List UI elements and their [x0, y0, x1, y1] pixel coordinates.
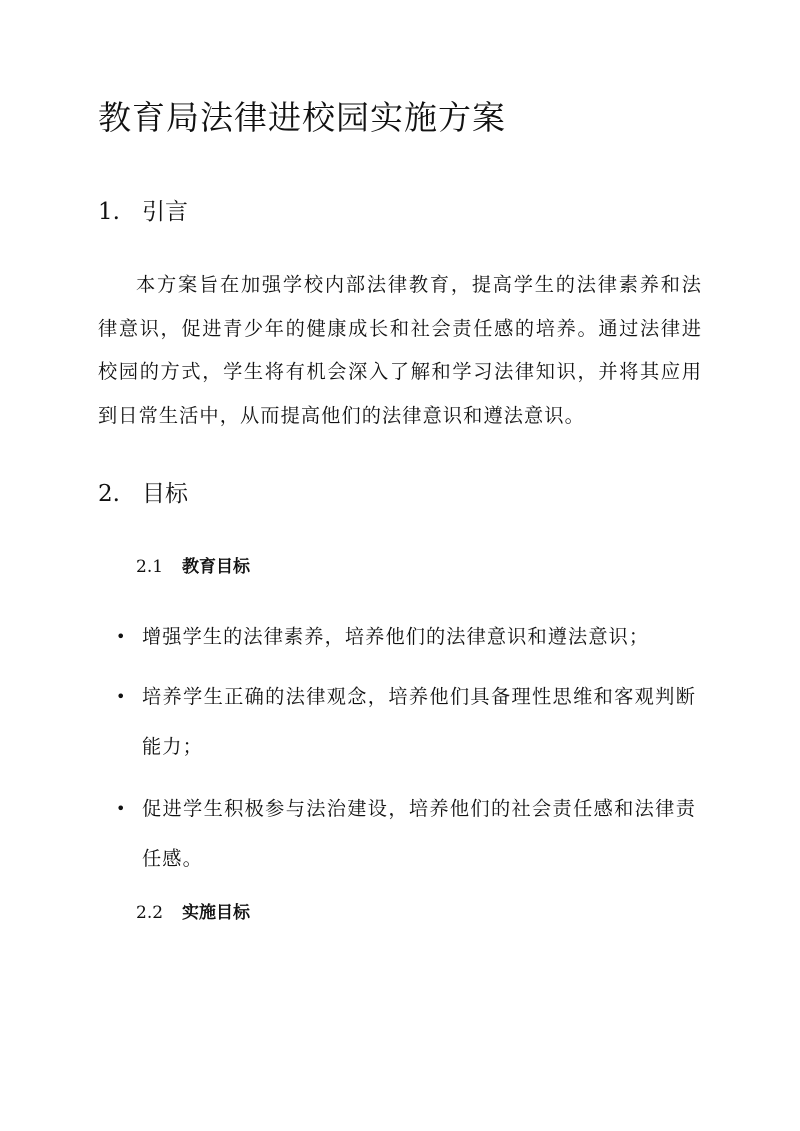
bullet-icon: •	[116, 627, 127, 646]
list-item	[116, 612, 696, 662]
subsection-heading-education-goals	[136, 554, 250, 580]
subsection-number: 2.1	[136, 557, 164, 577]
list-item	[116, 672, 696, 772]
subsection-title: 教育目标	[182, 557, 250, 577]
list-item-text: 增强学生的法律素养，培养他们的法律意识和遵法意识；	[142, 625, 650, 648]
section-number: 1.	[98, 199, 120, 225]
section-number: 2.	[98, 481, 120, 507]
subsection-heading-implementation-goals	[136, 900, 250, 926]
list-item-text: 促进学生积极参与法治建设，培养他们的社会责任感和法律责任感。	[142, 797, 696, 870]
list-item-text: 培养学生正确的法律观念，培养他们具备理性思维和客观判断能力；	[142, 685, 696, 758]
bullet-icon: •	[116, 687, 127, 706]
document-title: 教育局法律进校园实施方案	[98, 98, 506, 137]
section-title: 引言	[142, 199, 188, 225]
section-title: 目标	[142, 481, 188, 507]
section-heading-intro	[98, 196, 188, 228]
subsection-title: 实施目标	[182, 903, 250, 923]
intro-paragraph: 本方案旨在加强学校内部法律教育，提高学生的法律素养和法律意识，促进青少年的健康成长和社会责任感的培养。通过法律进校园的方式，学生将有机会深入了解和学习法律知识，并将其应用到日常生活中，从而提高他们的法律意识和遵法意识。	[98, 273, 702, 427]
section-heading-goals	[98, 478, 188, 510]
subsection-number: 2.2	[136, 903, 164, 923]
list-item	[116, 784, 696, 884]
bullet-icon: •	[116, 799, 127, 818]
